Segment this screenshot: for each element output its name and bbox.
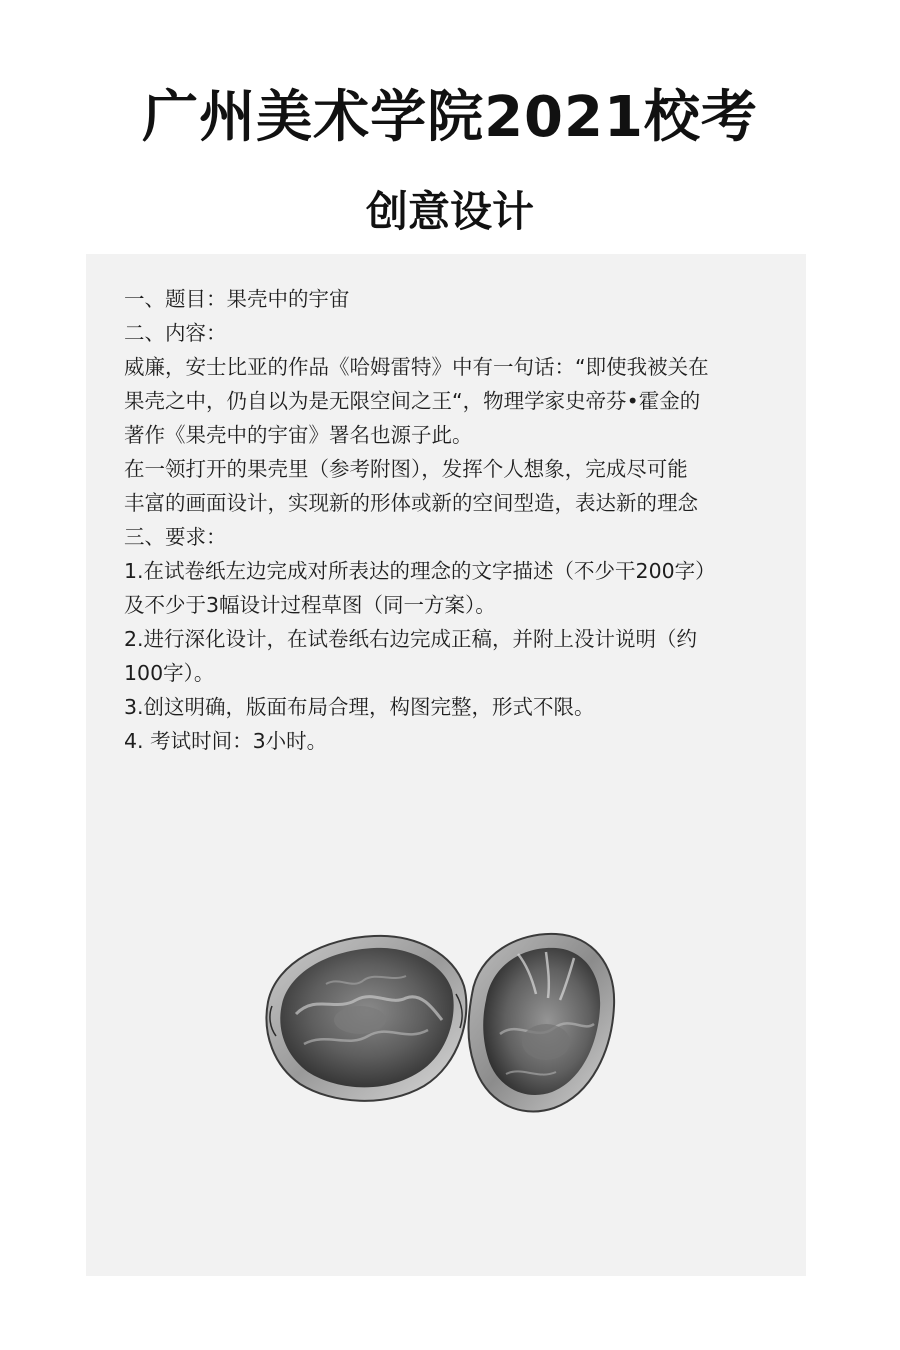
exam-question-panel [86, 254, 806, 1276]
exam-text-line: 2.进行深化设计，在试卷纸右边完成正稿，并附上没计说明（约 [124, 627, 698, 651]
exam-text-line-topic: 一、题目：果壳中的宇宙 [124, 287, 350, 311]
exam-text-line-requirements-heading: 三、要求： [124, 525, 227, 549]
exam-text-line: 100字）。 [124, 661, 215, 685]
exam-text-line: 1.在试卷纸左边完成对所表达的理念的文字描述（不少干200字） [124, 559, 716, 583]
exam-text-line: 在一领打开的果壳里（参考附图），发挥个人想象，完成尽可能 [124, 457, 688, 481]
exam-text-block [124, 282, 774, 758]
walnut-shells-image [256, 924, 636, 1124]
right-walnut-shell [469, 934, 615, 1112]
exam-text-line: 著作《果壳中的宇宙》署名也源子此。 [124, 423, 473, 447]
exam-text-line: 及不少于3幅设计过程草图（同一方案）。 [124, 593, 496, 617]
page-subtitle: 创意设计 [365, 187, 534, 236]
exam-text-line: 果壳之中，仍自以为是无限空间之王“，物理学家史帝芬•霍金的 [124, 389, 701, 413]
exam-text-line: 威廉，安士比亚的作品《哈姆雷特》中有一句话：“即使我被关在 [124, 355, 709, 379]
exam-text-line-content-heading: 二、内容： [124, 321, 227, 345]
exam-text-line: 4. 考试时间：3小时。 [124, 729, 328, 753]
left-walnut-shell [266, 936, 466, 1101]
exam-text-line: 丰富的画面设计，实现新的形体或新的空间型造，表达新的理念 [124, 491, 698, 515]
exam-text-line: 3.创这明确，版面布局合理，构图完整，形式不限。 [124, 695, 595, 719]
page-title: 广州美术学院2021校考 [142, 85, 758, 150]
